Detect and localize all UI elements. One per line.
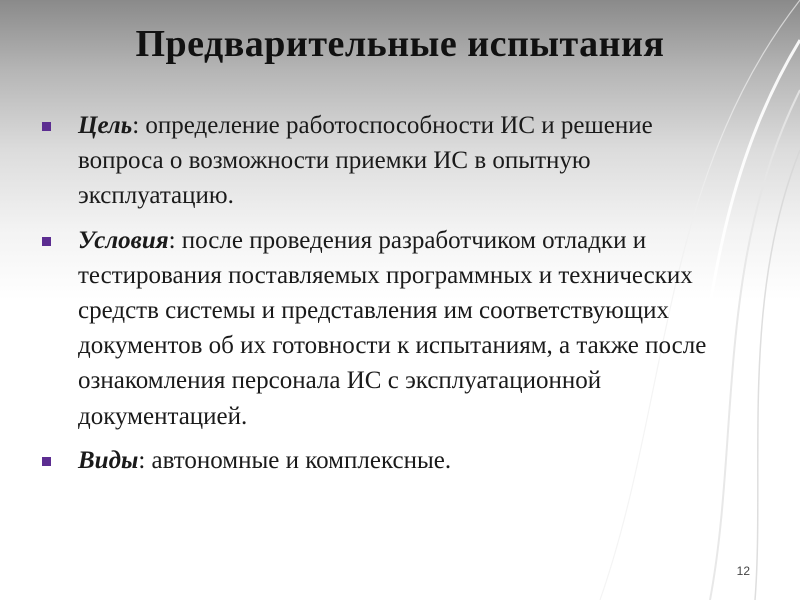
bullet-text: : автономные и комплексные. (138, 446, 452, 474)
bullet-text: : после проведения разработчиком отладки и тестирования поставляемых программных и технических средств системы и представления им соответствующих документов об их готовности к испытаниям, а также после ознакомления персонала ИС с эксплуатационной документацией. (78, 226, 707, 430)
bullet-term: Виды (78, 446, 139, 474)
bullet-item-types (42, 443, 742, 478)
slide-title: Предварительные испытания (135, 23, 665, 65)
square-bullet-icon (42, 237, 51, 246)
square-bullet-icon (42, 457, 51, 466)
bullet-term: Условия (78, 226, 169, 254)
bullet-list (42, 108, 742, 487)
bullet-term: Цель (78, 112, 133, 139)
bullet-item-conditions (42, 223, 742, 434)
slide-number: 12 (736, 564, 750, 578)
square-bullet-icon (42, 122, 51, 131)
bullet-item-goal (42, 108, 742, 214)
bullet-text: : определение работоспособности ИС и решение вопроса о возможности приемки ИС в опытную эксплуатацию. (78, 112, 653, 210)
